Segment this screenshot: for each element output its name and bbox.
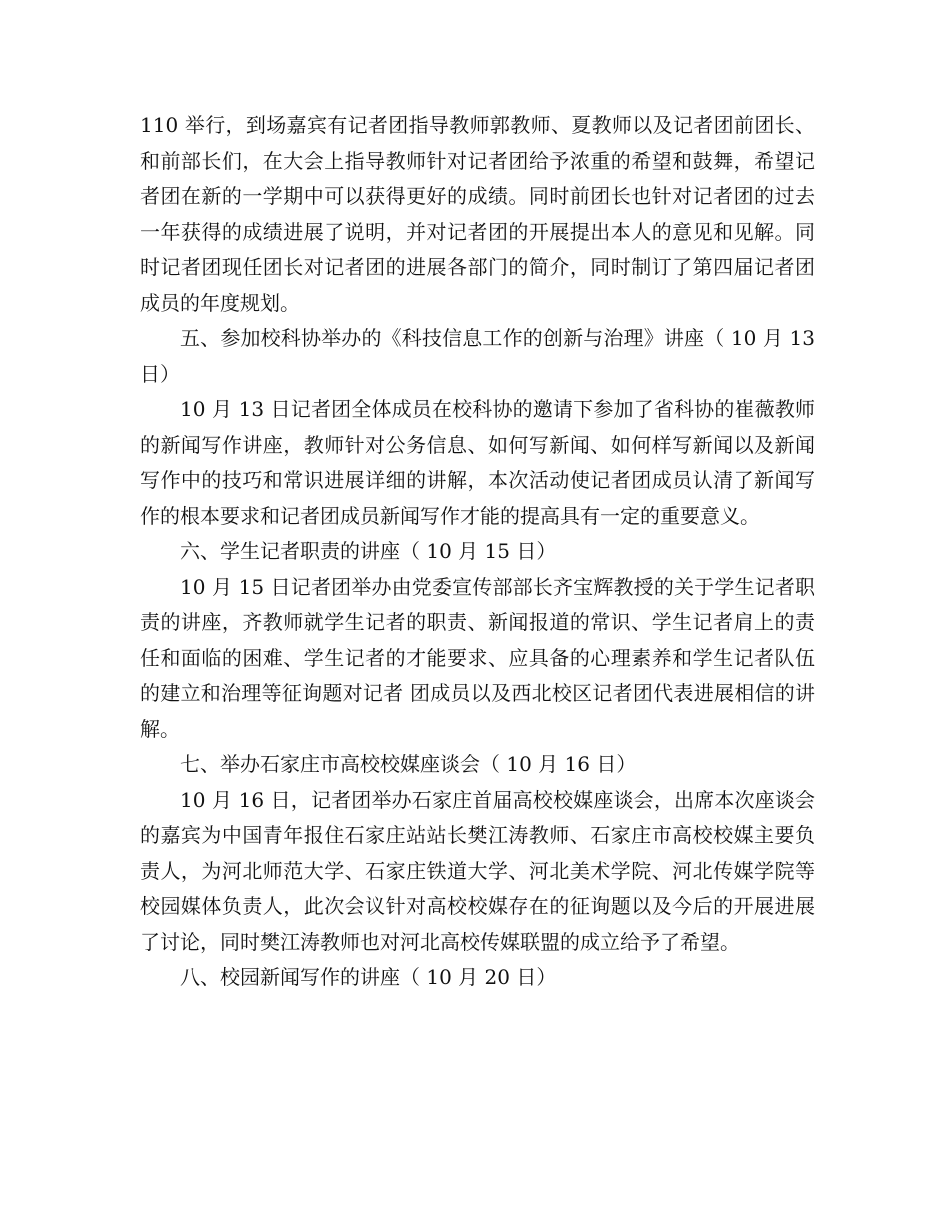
- document-page: [140, 108, 815, 996]
- section-heading-8: 八、校园新闻写作的讲座（ 10 月 20 日）: [180, 965, 557, 989]
- paragraph-media-forum: 10 月 16 日，记者团举办石家庄首届高校校媒座谈会，出席本次座谈会的嘉宾为中国青年报住石家庄站站长樊江涛教师、石家庄市高校校媒主要负责人，为河北师范大学、石家庄铁道大学、河北美术学院、河北传媒学院等校园媒体负责人，此次会议针对高校校媒存在的征询题以及今后的开展进展了讨论，同时樊江涛教师也对河北高校传媒联盟的成立给予了希望。: [140, 787, 815, 954]
- paragraph-meeting-summary: 110 举行，到场嘉宾有记者团指导教师郭教师、夏教师以及记者团前团长、和前部长们，在大会上指导教师针对记者团给予浓重的希望和鼓舞，希望记者团在新的一学期中可以获得更好的成绩。同时前团长也针对记者团的过去一年获得的成绩进展了说明，并对记者团的开展提出本人的意见和见解。同时记者团现任团长对记者团的进展各部门的简介，同时制订了第四届记者团成员的年度规划。: [140, 113, 815, 315]
- section-heading-7: 七、举办石家庄市高校校媒座谈会（ 10 月 16 日）: [180, 752, 637, 776]
- section-heading-5: 五、参加校科协举办的《科技信息工作的创新与治理》讲座（ 10 月 13 日）: [140, 326, 815, 386]
- section-heading-6: 六、学生记者职责的讲座（ 10 月 15 日）: [180, 539, 557, 563]
- paragraph-writing-lecture: 10 月 13 日记者团全体成员在校科协的邀请下参加了省科协的崔薇教师的新闻写作讲座，教师针对公务信息、如何写新闻、如何样写新闻以及新闻写作中的技巧和常识进展详细的讲解，本次活动使记者团成员认清了新闻写作的根本要求和记者团成员新闻写作才能的提高具有一定的重要意义。: [140, 397, 815, 528]
- paragraph-reporter-duties: 10 月 15 日记者团举办由党委宣传部部长齐宝辉教授的关于学生记者职责的讲座，齐教师就学生记者的职责、新闻报道的常识、学生记者肩上的责任和面临的困难、学生记者的才能要求、应具备的心理素养和学生记者队伍的建立和治理等征询题对记者 团成员以及西北校区记者团代表进展相信的讲解。: [140, 574, 815, 741]
